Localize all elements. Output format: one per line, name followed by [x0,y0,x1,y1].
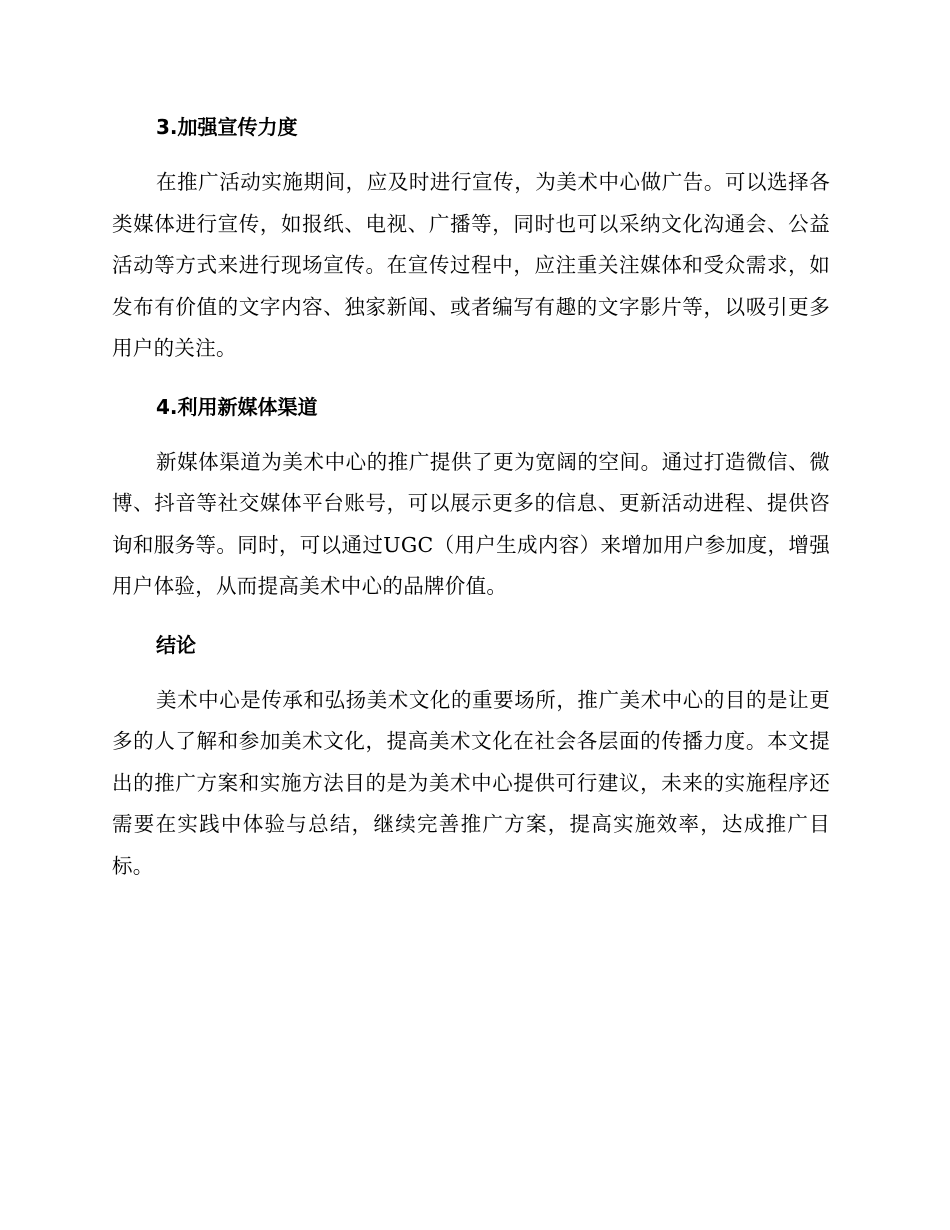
section-heading-conclusion: 结论 [156,632,196,657]
section-paragraph-new-media: 新媒体渠道为美术中心的推广提供了更为宽阔的空间。通过打造微信、微博、抖音等社交媒体平台账号，可以展示更多的信息、更新活动进程、提供咨询和服务等。同时，可以通过UGC（用户生成内容）来增加用户参加度，增强用户体验，从而提高美术中心的品牌价值。 [112,449,830,598]
spacer [112,144,830,162]
section-paragraph-promotion: 在推广活动实施期间，应及时进行宣传，为美术中心做广告。可以选择各类媒体进行宣传，如报纸、电视、广播等，同时也可以采纳文化沟通会、公益活动等方式来进行现场宣传。在宣传过程中，应注重关注媒体和受众需求，如发布有价值的文字内容、独家新闻、或者编写有趣的文字影片等，以吸引更多用户的关注。 [112,170,830,360]
spacer [112,424,830,442]
section-heading-promotion: 3.加强宣传力度 [156,115,298,139]
spacer [112,370,830,390]
spacer [112,608,830,628]
section-paragraph-conclusion: 美术中心是传承和弘扬美术文化的重要场所，推广美术中心的目的是让更多的人了解和参加美术文化，提高美术文化在社会各层面的传播力度。本文提出的推广方案和实施方法目的是为美术中心提供可行建议，未来的实施程序还需要在实践中体验与总结，继续完善推广方案，提高实施效率，达成推广目标。 [112,687,830,878]
section-heading-new-media: 4.利用新媒体渠道 [156,394,318,419]
spacer [112,662,830,680]
